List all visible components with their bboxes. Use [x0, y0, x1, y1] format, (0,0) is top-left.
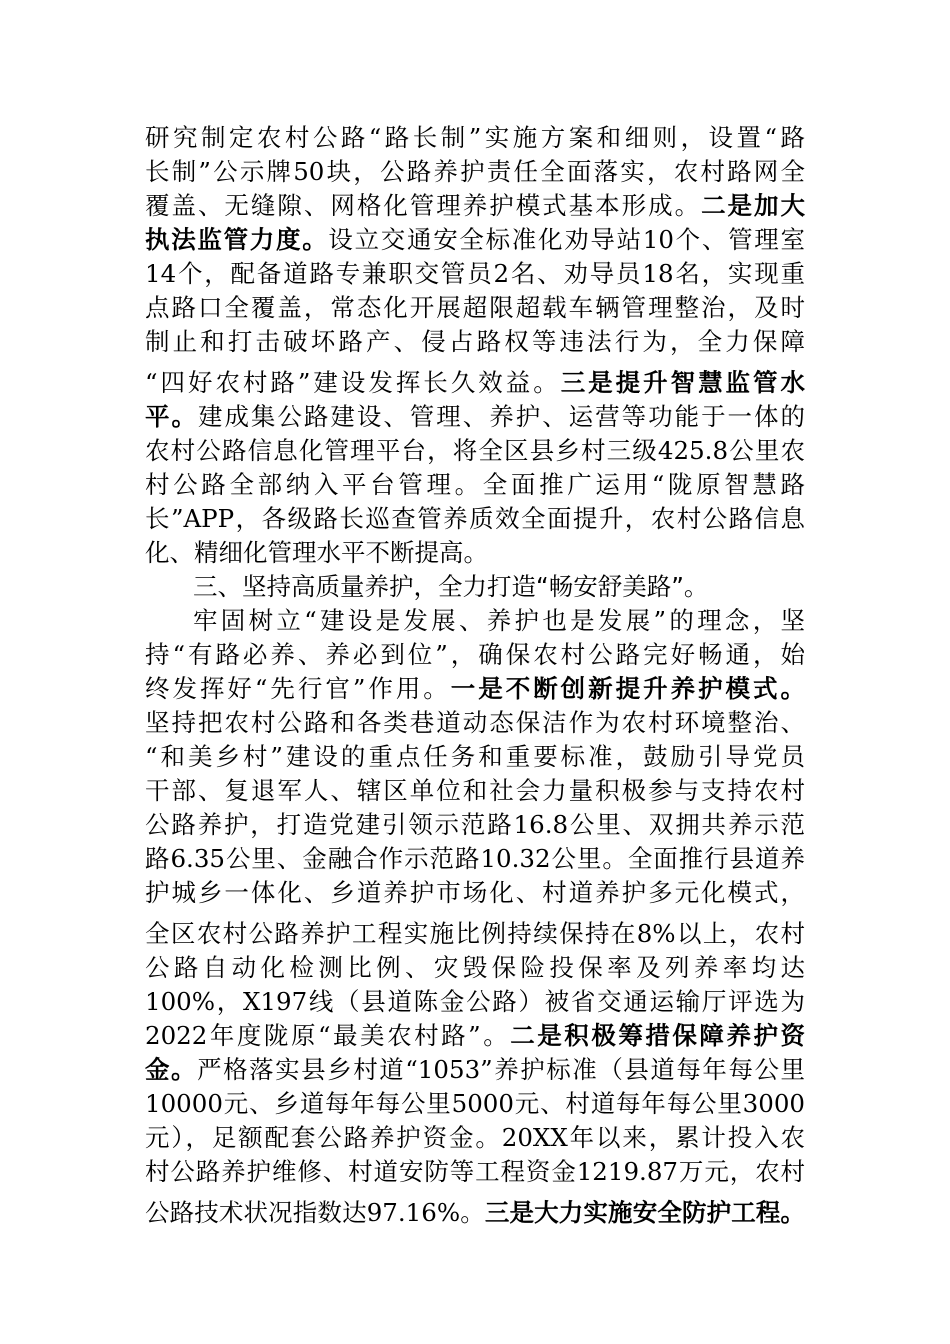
text-line: 研究制定农村公路“路长制”实施方案和细则，设置“路 [145, 123, 805, 152]
text-line: 公路养护，打造党建引领示范路16.8公里、双拥共养示范 [145, 810, 805, 839]
bold-subheading: 金。 [145, 1055, 198, 1084]
text-line: 公路自动化检测比例、灾毁保险投保率及列养率均达 [145, 953, 805, 982]
text-line: 2022年度陇原“最美农村路”。二是积极筹措保障养护资 [145, 1021, 806, 1050]
text-line: “四好农村路”建设发挥长久效益。三是提升智慧监管水 [145, 368, 805, 397]
text-line: 护城乡一体化、乡道养护市场化、村道养护多元化模式， [145, 878, 805, 907]
text-line: 长”APP，各级路长巡查管养质效全面提升，农村公路信息 [145, 504, 805, 533]
text-line: 农村公路信息化管理平台，将全区县乡村三级425.8公里农 [145, 436, 805, 465]
text-line: 元），足额配套公路养护资金。20XX年以来，累计投入农 [145, 1123, 805, 1152]
bold-subheading: 平。 [145, 402, 198, 431]
bold-subheading: 三是大力实施安全防护工程。 [484, 1198, 805, 1227]
section-heading: 三、坚持高质量养护，全力打造“畅安舒美路”。 [193, 572, 709, 601]
text-line: 村公路全部纳入平台管理。全面推广运用“陇原智慧路 [145, 470, 805, 499]
text-line: 平。建成集公路建设、管理、养护、运营等功能于一体的 [145, 402, 806, 431]
text-line: 公路技术状况指数达97.16%。三是大力实施安全防护工程。 [145, 1198, 805, 1227]
bold-subheading: 一是不断创新提升养护模式。 [450, 674, 805, 703]
bold-subheading: 二是加大 [701, 191, 805, 220]
bold-subheading: 二是积极筹措保障养护资 [510, 1021, 806, 1050]
text-line: 执法监管力度。设立交通安全标准化劝导站10个、管理室 [145, 225, 805, 254]
text-line: “和美乡村”建设的重点任务和重要标准，鼓励引导党员 [145, 742, 805, 771]
text-line: 10000元、乡道每年每公里5000元、村道每年每公里3000 [145, 1089, 805, 1118]
bold-subheading: 三是提升智慧监管水 [560, 368, 805, 397]
text-line: 村公路养护维修、村道安防等工程资金1219.87万元，农村 [145, 1157, 805, 1186]
text-line: 100%，X197线（县道陈金公路）被省交通运输厅评选为 [145, 987, 805, 1016]
text-line: 长制”公示牌50块，公路养护责任全面落实，农村路网全 [145, 157, 805, 186]
text-line: 终发挥好“先行官”作用。一是不断创新提升养护模式。 [145, 674, 805, 703]
text-line: 制止和打击破坏路产、侵占路权等违法行为，全力保障 [145, 327, 805, 356]
text-line: 持“有路必养、养必到位”，确保农村公路完好畅通，始 [145, 640, 805, 669]
text-line: 干部、复退军人、辖区单位和社会力量积极参与支持农村 [145, 776, 805, 805]
text-line: 路6.35公里、金融合作示范路10.32公里。全面推行县道养 [145, 844, 805, 873]
bold-subheading: 执法监管力度。 [145, 225, 329, 254]
text-line: 金。严格落实县乡村道“1053”养护标准（县道每年每公里 [145, 1055, 806, 1084]
text-line: 全区农村公路养护工程实施比例持续保持在8%以上，农村 [145, 919, 805, 948]
text-line: 化、精细化管理水平不断提高。 [145, 538, 488, 567]
text-line: 14个，配备道路专兼职交管员2名、劝导员18名，实现重 [145, 259, 805, 288]
text-line: 覆盖、无缝隙、网格化管理养护模式基本形成。二是加大 [145, 191, 805, 220]
text-line: 牢固树立“建设是发展、养护也是发展”的理念，坚 [193, 606, 805, 635]
text-line: 点路口全覆盖，常态化开展超限超载车辆管理整治，及时 [145, 293, 805, 322]
text-line: 坚持把农村公路和各类巷道动态保洁作为农村环境整治、 [145, 708, 805, 737]
